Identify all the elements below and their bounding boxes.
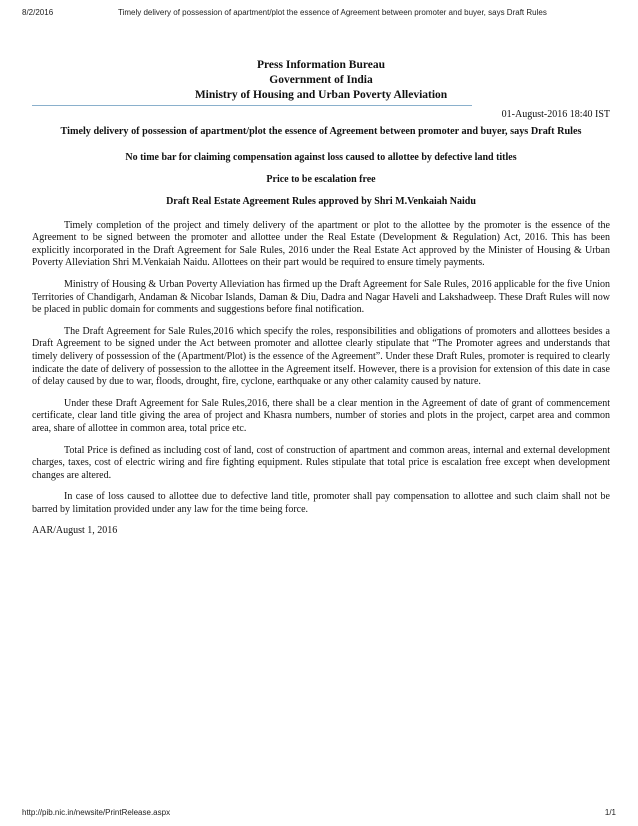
footer-url: http://pib.nic.in/newsite/PrintRelease.aspx [22, 808, 171, 817]
org-line-government: Government of India [269, 74, 373, 86]
body-paragraph: In case of loss caused to allottee due to defective land title, promoter shall pay compensation to allottee and such claim shall not be barred by limitation provided under any law for the time being force. [32, 491, 610, 515]
subheading: No time bar for claiming compensation against loss caused to allottee by defective land titles [125, 151, 517, 163]
subheading: Draft Real Estate Agreement Rules approved by Shri M.Venkaiah Naidu [166, 195, 476, 207]
subheading: Price to be escalation free [266, 173, 376, 185]
header-divider [32, 105, 472, 106]
body-paragraph: Ministry of Housing & Urban Poverty Alleviation has firmed up the Draft Agreement for Sale Rules, 2016 applicable for the five Union Territories of Chandigarh, Andaman & Nicobar Islands, Daman & Diu, Dadra and Nagar Haveli and Lakshadweep. These Draft Rules will now be placed in public domain for comments and suggestions before final notification. [32, 278, 610, 316]
org-line-bureau: Press Information Bureau [257, 59, 385, 71]
body-paragraph: Total Price is defined as including cost of land, cost of construction of apartment and common areas, internal and external development charges, taxes, cost of electric wiring and fire fighting equipment. Rules stipulate that total price is escalation free except when development changes are altered. [32, 444, 610, 481]
body-paragraph: The Draft Agreement for Sale Rules,2016 which specify the roles, responsibilities and obligations of promoters and allottees besides a Draft Agreement to be signed under the Act between promoter and allottee clearly stipulate that “The Promoter agrees and understands that timely delivery of possession of the (Apartment/Plot) is the essence of the Agreement”. Under these Draft Rules, promoter is required to clearly indicate the date of delivery of possession to the allottee in the Agreement itself. However, there is a provision for extension of this date in case of delay caused by due to war, floods, drought, fire, cyclone, earthquake or any other calamity caused by nature. [32, 325, 610, 388]
print-title: Timely delivery of possession of apartment/plot the essence of Agreement between promoter and buyer, says Draft Rules [118, 8, 547, 17]
page-number: 1/1 [604, 808, 616, 817]
print-header [22, 8, 616, 20]
org-line-ministry: Ministry of Housing and Urban Poverty Alleviation [194, 89, 448, 101]
print-footer [22, 808, 616, 820]
release-headline: Timely delivery of possession of apartment/plot the essence of Agreement between promoter and buyer, says Draft Rules [60, 125, 582, 137]
signoff: AAR/August 1, 2016 [32, 525, 118, 537]
press-release [32, 58, 610, 538]
body-paragraph: Timely completion of the project and timely delivery of the apartment or plot to the allottee by the promoter is the essence of the Agreement to be signed between the promoter and allottee under the Real Estate (Development & Regulation) Act, 2016. This has been explicitly incorporated in the Draft Agreement for Sale Rules, 2016 under the Real Estate Act approved by the Minister of Housing & Urban Poverty Alleviation Shri M.Venkaiah Naidu. Allottees on their part would be required to ensure timely payments. [32, 219, 610, 269]
body-paragraph: Under these Draft Agreement for Sale Rules,2016, there shall be a clear mention in the Agreement of date of grant of commencement certificate, clear land title giving the area of project and Khasra numbers, number of stories and plots in the project, carpet area and common area, share of allottee in common area, total price etc. [32, 397, 610, 434]
release-timestamp: 01-August-2016 18:40 IST [501, 109, 610, 120]
print-date: 8/2/2016 [22, 8, 54, 17]
